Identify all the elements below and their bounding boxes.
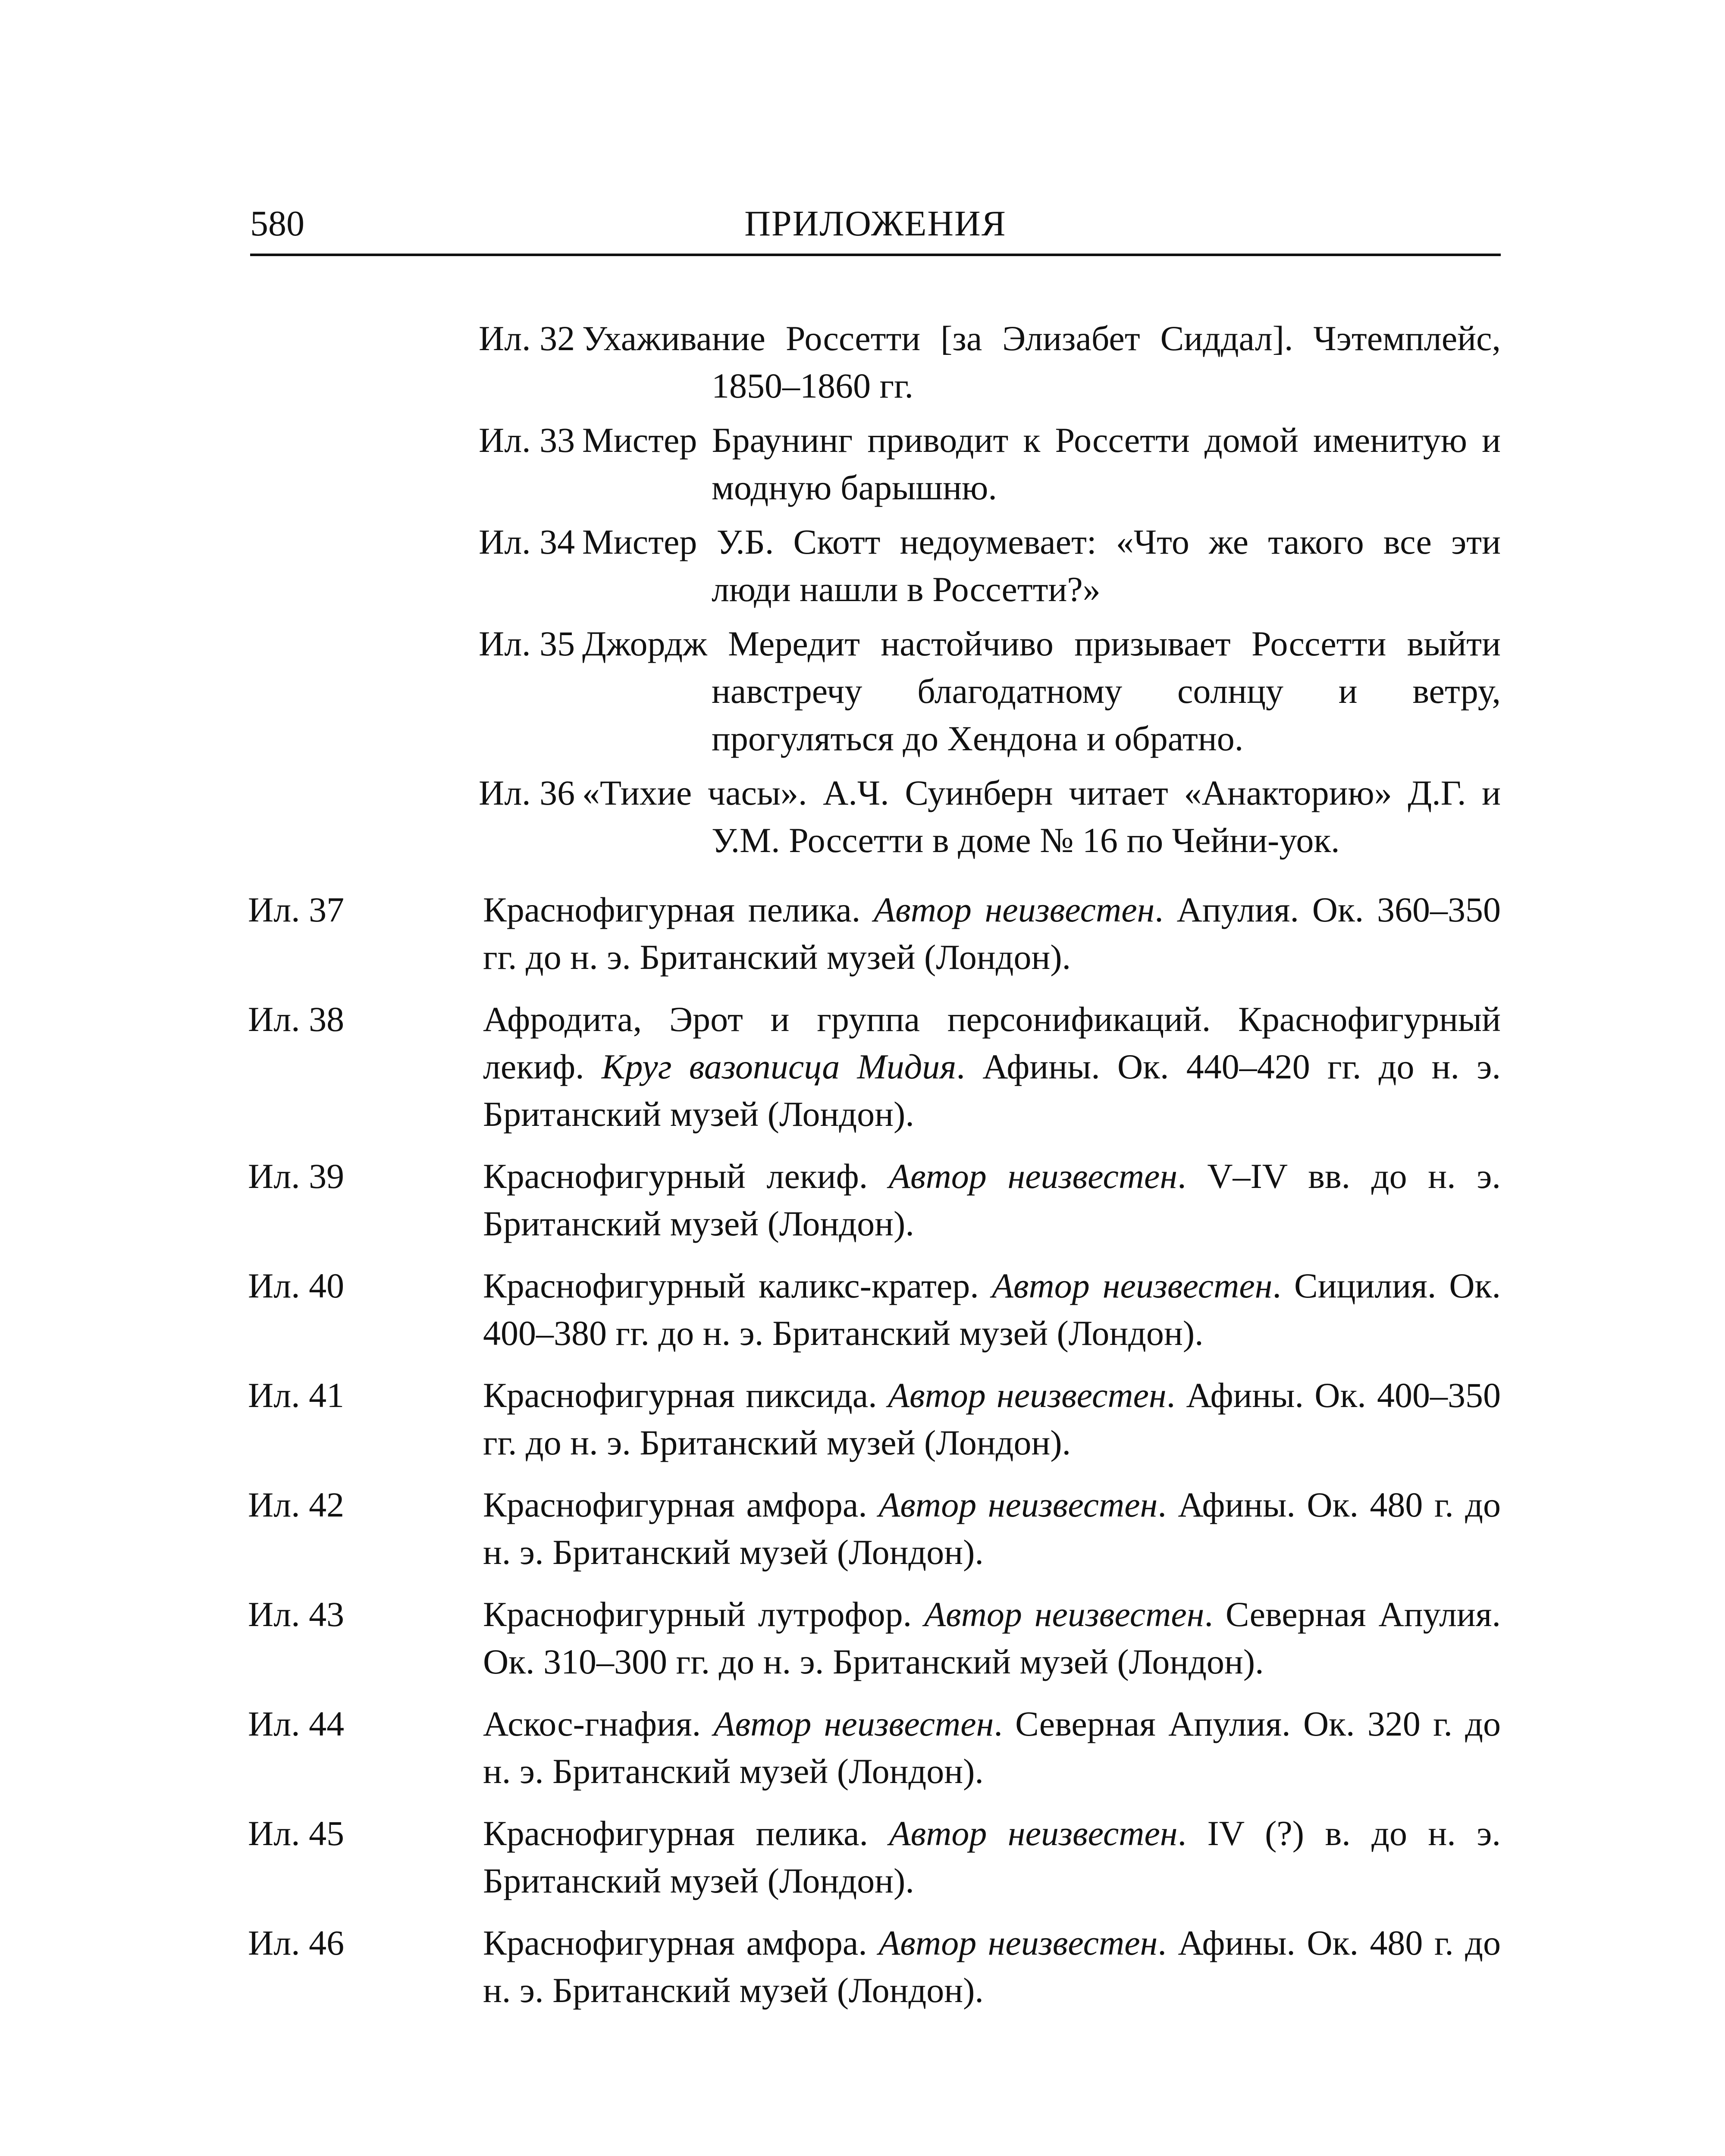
caption-details: . Афины. Ок. 480 г. до н. э. Британский музей (Лондон). xyxy=(483,1923,1501,2010)
illustration-caption xyxy=(483,1153,1501,1247)
illustration-caption xyxy=(483,1372,1501,1467)
caption-author: Автор неизвестен xyxy=(878,1485,1158,1524)
list-item xyxy=(248,1919,1501,2014)
illustration-caption: Мистер У.Б. Скотт недоумевает: «Что же такого все эти люди нашли в Россетти?» xyxy=(582,522,1501,609)
caption-details: . V–IV вв. до н. э. Британский музей (Лондон). xyxy=(483,1156,1501,1243)
illustration-caption: Джордж Мередит настойчиво призывает Россетти выйти навстречу благодатному солнцу и ветру, прогуляться до Хендона и обратно. xyxy=(582,624,1501,758)
illustration-caption xyxy=(483,886,1501,981)
caption-author: Автор неизвестен xyxy=(991,1266,1273,1305)
illustration-caption xyxy=(483,1810,1501,1905)
illustration-number: Ил. 34 xyxy=(479,522,575,561)
caption-title: Аскос-гнафия. xyxy=(483,1704,714,1743)
caption-author: Автор неизвестен xyxy=(888,1376,1167,1415)
list-item xyxy=(248,1372,1501,1467)
list-item xyxy=(248,1262,1501,1357)
illustration-caption xyxy=(483,1481,1501,1576)
list-item xyxy=(248,1810,1501,1905)
caption-author: Автор неизвестен xyxy=(874,890,1155,929)
caption-title: Краснофигурный каликс-кратер. xyxy=(483,1266,992,1305)
list-item xyxy=(248,886,1501,981)
header-rule xyxy=(250,254,1501,256)
illustration-number: Ил. 44 xyxy=(248,1704,345,1743)
illustration-caption: Мистер Браунинг приводит к Россетти домой именитую и модную барышню. xyxy=(582,420,1501,507)
list-item xyxy=(248,996,1501,1138)
caption-title: Краснофигурная пелика. xyxy=(483,890,874,929)
page-header xyxy=(250,190,1501,259)
list-item xyxy=(248,1481,1501,1576)
illustration-caption xyxy=(483,1919,1501,2014)
list-item xyxy=(248,1700,1501,1795)
caption-details: . Афины. Ок. 480 г. до н. э. Британский музей (Лондон). xyxy=(483,1485,1501,1572)
list-item xyxy=(248,1153,1501,1247)
illustration-number: Ил. 33 xyxy=(479,420,575,460)
illustration-sublist xyxy=(479,315,1501,871)
caption-details: . Афины. Ок. 440–420 гг. до н. э. Британский музей (Лондон). xyxy=(483,1047,1501,1134)
illustration-caption: Ухаживание Россетти [за Элизабет Сиддал]. Чэтемплейс, 1850–1860 гг. xyxy=(582,319,1501,405)
caption-details: . Северная Апулия. Ок. 320 г. до н. э. Британский музей (Лондон). xyxy=(483,1704,1501,1791)
list-item xyxy=(248,1591,1501,1686)
illustration-number: Ил. 42 xyxy=(248,1485,345,1524)
illustration-caption xyxy=(483,1262,1501,1357)
list-item xyxy=(479,769,1501,864)
list-item xyxy=(479,518,1501,613)
caption-title: Краснофигурная амфора. xyxy=(483,1485,879,1524)
caption-title: Краснофигурная пелика. xyxy=(483,1814,889,1853)
caption-title: Краснофигурная пиксида. xyxy=(483,1376,888,1415)
caption-author: Автор неизвестен xyxy=(889,1814,1178,1853)
illustration-number: Ил. 32 xyxy=(479,319,575,358)
caption-title: Краснофигурный лутрофор. xyxy=(483,1595,925,1634)
illustration-number: Ил. 46 xyxy=(248,1923,345,1962)
illustration-number: Ил. 36 xyxy=(479,773,575,812)
caption-details: . Северная Апулия. Ок. 310–300 гг. до н. э. Британский музей (Лондон). xyxy=(483,1595,1501,1681)
illustration-caption xyxy=(483,1591,1501,1686)
illustration-caption xyxy=(483,996,1501,1138)
illustration-number: Ил. 45 xyxy=(248,1814,345,1853)
caption-author: Автор неизвестен xyxy=(713,1704,994,1743)
caption-details: . Апулия. Ок. 360–350 гг. до н. э. Британский музей (Лондон). xyxy=(483,890,1501,977)
list-item xyxy=(479,315,1501,410)
list-item xyxy=(479,417,1501,511)
illustration-number: Ил. 39 xyxy=(248,1156,345,1196)
caption-title: Краснофигурная амфора. xyxy=(483,1923,879,1962)
illustration-list xyxy=(248,886,1501,2029)
caption-title: Афродита, Эрот и группа персонификаций. Краснофигурный лекиф. xyxy=(483,1000,1501,1086)
illustration-number: Ил. 40 xyxy=(248,1266,345,1305)
caption-details: . Сицилия. Ок. 400–380 гг. до н. э. Британский музей (Лондон). xyxy=(483,1266,1501,1353)
caption-author: Круг вазописца Мидия xyxy=(601,1047,957,1086)
illustration-number: Ил. 43 xyxy=(248,1595,345,1634)
illustration-caption: «Тихие часы». А.Ч. Суинберн читает «Анакторию» Д.Г. и У.М. Россетти в доме № 16 по Чейни-уок. xyxy=(582,773,1501,860)
caption-author: Автор неизвестен xyxy=(924,1595,1204,1634)
caption-title: Краснофигурный лекиф. xyxy=(483,1156,889,1196)
illustration-number: Ил. 41 xyxy=(248,1376,345,1415)
caption-author: Автор неизвестен xyxy=(878,1923,1158,1962)
running-title: ПРИЛОЖЕНИЯ xyxy=(744,204,1007,244)
caption-details: . IV (?) в. до н. э. Британский музей (Лондон). xyxy=(483,1814,1501,1900)
page-number: 580 xyxy=(250,204,304,244)
list-item xyxy=(479,620,1501,762)
caption-details: . Афины. Ок. 400–350 гг. до н. э. Британский музей (Лондон). xyxy=(483,1376,1501,1462)
illustration-number: Ил. 37 xyxy=(248,890,345,929)
illustration-number: Ил. 38 xyxy=(248,1000,345,1039)
illustration-number: Ил. 35 xyxy=(479,624,575,663)
illustration-caption xyxy=(483,1700,1501,1795)
caption-author: Автор неизвестен xyxy=(888,1156,1178,1196)
